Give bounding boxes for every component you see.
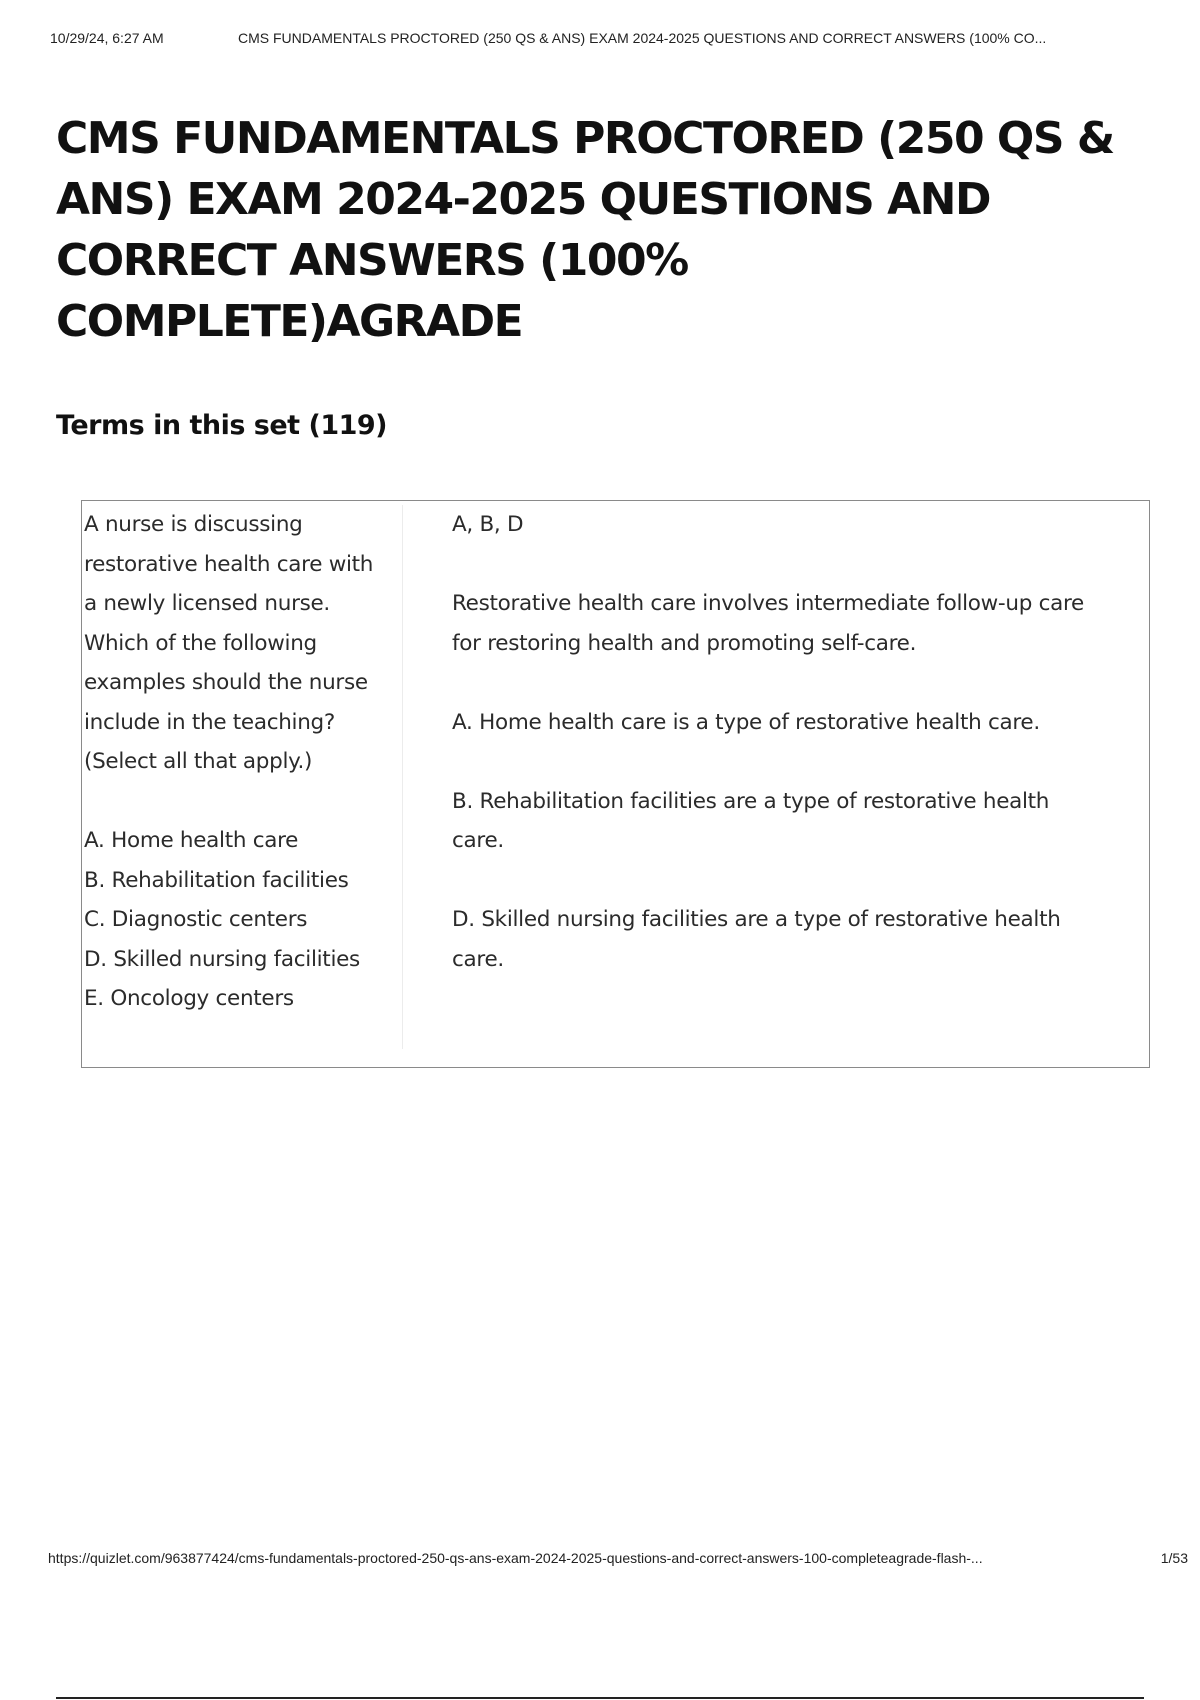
definition-rationale: B. Rehabilitation facilities are a type of restorative health care. — [452, 788, 1050, 853]
definition-answer: A, B, D — [452, 512, 524, 537]
definition-explanation: Restorative health care involves intermediate follow-up care for restoring health and promoting self-care. — [452, 591, 1084, 656]
definition-rationale: A. Home health care is a type of restorative health care. — [452, 709, 1040, 735]
term-option: E. Oncology centers — [84, 986, 294, 1011]
page-url: https://quizlet.com/963877424/cms-fundamentals-proctored-250-qs-ans-exam-2024-2025-questions-and-correct-answers-100-completeagrade-flash-... — [48, 1550, 983, 1566]
term-option: A. Home health care — [84, 828, 299, 853]
term-side — [84, 505, 389, 1019]
term-option: B. Rehabilitation facilities — [84, 867, 349, 893]
print-footer — [48, 1550, 1188, 1570]
flashcard-term-row[interactable] — [81, 500, 1150, 1068]
print-header — [50, 30, 1172, 50]
definition-spacer — [452, 861, 1092, 901]
print-date: 10/29/24, 6:27 AM — [50, 30, 164, 46]
page-number: 1/53 — [1160, 1550, 1188, 1566]
definition-spacer — [452, 663, 1092, 703]
bottom-rule — [56, 1697, 1144, 1699]
term-spacer — [84, 782, 389, 822]
print-header-title: CMS FUNDAMENTALS PROCTORED (250 QS & ANS) EXAM 2024-2025 QUESTIONS AND CORRECT ANSWERS (100% CO... — [238, 30, 1047, 46]
term-option: C. Diagnostic centers — [84, 907, 308, 932]
term-question: A nurse is discussing restorative health care with a newly licensed nurse. Which of the following examples should the nurse include in the teaching? (Select all that apply.) — [84, 512, 374, 774]
card-divider — [402, 505, 403, 1049]
definition-spacer — [452, 742, 1092, 782]
page-title: CMS FUNDAMENTALS PROCTORED (250 QS & ANS) EXAM 2024-2025 QUESTIONS AND CORRECT ANSWERS (100% COMPLETE)AGRADE — [56, 113, 1114, 347]
definition-side — [452, 505, 1092, 979]
definition-spacer — [452, 545, 1092, 585]
term-option: D. Skilled nursing facilities — [84, 946, 360, 972]
definition-rationale: D. Skilled nursing facilities are a type of restorative health care. — [452, 907, 1061, 972]
terms-count-heading: Terms in this set (119) — [56, 410, 388, 441]
